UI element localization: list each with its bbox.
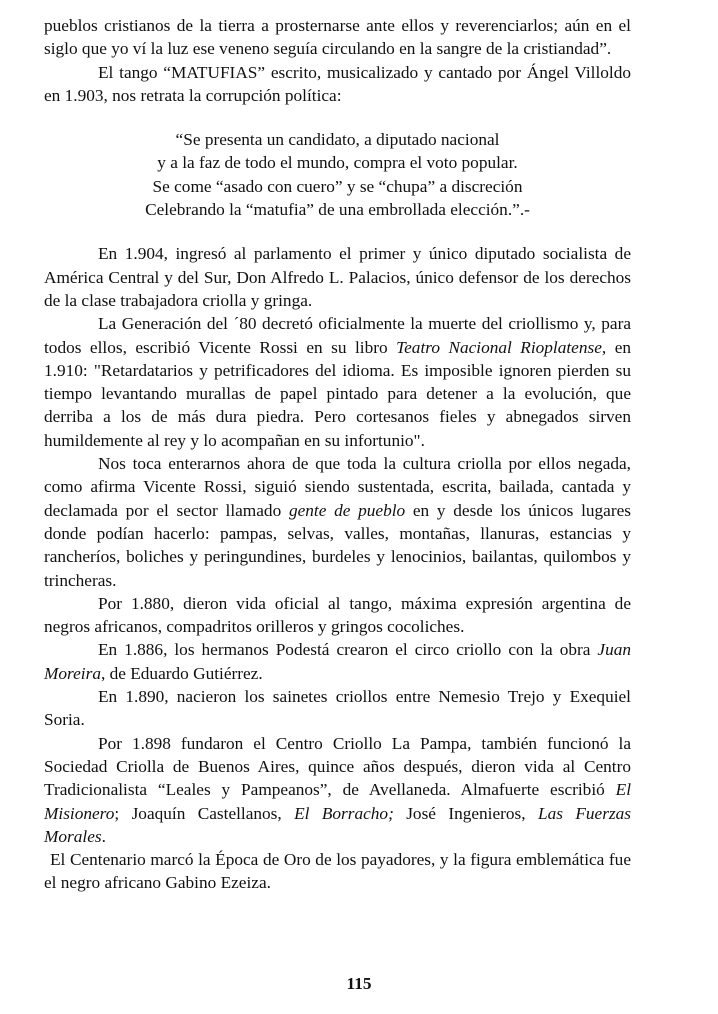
text-run: Nos toca enterarnos ahora de que toda la cultura criolla por ellos negada, como afirma Vicente Rossi, siguió siendo sustentada, escrita, bailada, cantada y declamada por el sector llamado bbox=[44, 454, 631, 520]
paragraph-palacios: En 1.904, ingresó al parlamento el primer y único diputado socialista de América Central y del Sur, Don Alfredo L. Palacios, único defensor de los derechos de la clase trabajadora criolla y gringa. bbox=[44, 244, 631, 310]
work-title-el-borracho: El Borracho; bbox=[294, 803, 394, 823]
verse-line: “Se presenta un candidato, a diputado nacional bbox=[175, 130, 500, 150]
paragraph-circo-criollo bbox=[44, 638, 631, 685]
paragraph-cultura-criolla bbox=[44, 452, 631, 592]
work-title-juan-moreira: Juan Moreira bbox=[44, 640, 631, 683]
verse-line: Celebrando la “matufia” de una embrollada elección.”.- bbox=[145, 200, 530, 220]
text-run: José Ingenieros, bbox=[393, 803, 538, 823]
text-run: , en 1.910: "Retardatarios y petrificadores del idioma. Es imposible ignoren pierden su tiempo levantando murallas de papel pintado para detener a la evolución, que derriba a los de más dura piedra. Pero cortesanos fieles y abnegados sirven humildemente al rey y lo acompañan en su infortunio". bbox=[44, 337, 632, 450]
text-run: , de Eduardo Gutiérrez. bbox=[100, 663, 263, 683]
text-run: en y desde los únicos lugares donde podían hacerlo: pampas, selvas, valles, montañas, llanuras, estancias y rancheríos, boliches y peringundines, burdeles y lenocinios, bailantas, quilombos y trincheras. bbox=[44, 500, 631, 590]
book-title-teatro: Teatro Nacional Rioplatense bbox=[396, 337, 602, 357]
text-run: . bbox=[101, 826, 106, 846]
verse-line: y a la faz de todo el mundo, compra el voto popular. bbox=[157, 153, 518, 173]
paragraph-continuation: pueblos cristianos de la tierra a prosternarse ante ellos y reverenciarlos; aún en el siglo que yo ví la luz ese veneno seguía circulando en la sangre de la cristiandad”. bbox=[44, 16, 631, 59]
paragraph-matufias-intro: El tango “MATUFIAS” escrito, musicalizado y cantado por Ángel Villoldo en 1.903, nos retrata la corrupción política: bbox=[44, 62, 631, 105]
work-title-el-misionero: El Misionero bbox=[44, 780, 631, 823]
text-run: En 1.886, los hermanos Podestá crearon el circo criollo con la obra bbox=[98, 640, 598, 660]
paragraph-generacion-80 bbox=[44, 312, 631, 452]
verse-line: Se come “asado con cuero” y se “chupa” a discreción bbox=[152, 176, 523, 196]
paragraph-sainetes: En 1.890, nacieron los sainetes criollos entre Nemesio Trejo y Exequiel Soria. bbox=[44, 687, 631, 730]
page-body bbox=[44, 14, 631, 895]
text-run: ; Joaquín Castellanos, bbox=[114, 803, 295, 823]
paragraph-tango-1880: Por 1.880, dieron vida oficial al tango, máxima expresión argentina de negros africanos, compadritos orilleros y gringos cocoliches. bbox=[44, 593, 631, 637]
paragraph-centenario: El Centenario marcó la Época de Oro de los payadores, y la figura emblemática fue el negro africano Gabino Ezeiza. bbox=[44, 850, 631, 893]
paragraph-centro-criollo bbox=[44, 732, 631, 848]
work-title-las-fuerzas-morales: Las Fuerzas Morales bbox=[44, 803, 632, 846]
page-number: 115 bbox=[346, 974, 372, 993]
italic-term: gente de pueblo bbox=[288, 500, 406, 520]
text-run: Por 1.898 fundaron el Centro Criollo La Pampa, también funcionó la Sociedad Criolla de Buenos Aires, quince años después, dieron vida al Centro Tradicionalista “Leales y Pampeanos”, de Avellaneda. Almafuerte escribió bbox=[44, 733, 631, 800]
verse-quote bbox=[44, 128, 631, 221]
text-run: La Generación del ´80 decretó oficialmente la muerte del criollismo y, para todos ellos, escribió Vicente Rossi en su libro bbox=[44, 314, 631, 357]
